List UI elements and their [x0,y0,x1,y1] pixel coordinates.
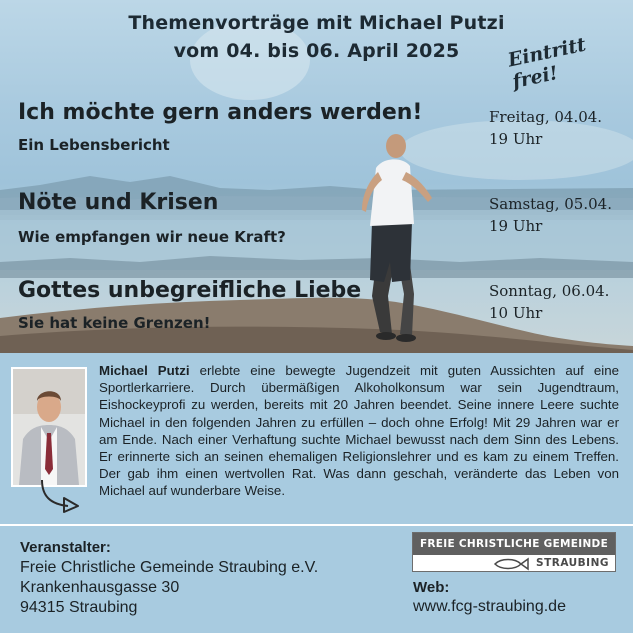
fish-icon [493,557,529,571]
header-dates: vom 04. bis 06. April 2025 [173,40,460,62]
organizer-city: 94315 Straubing [20,599,138,616]
talk-2-day: Samstag, 05.04. [489,195,612,213]
bio-text [99,362,619,500]
talk-1-title: Ich möchte gern anders werden! [18,100,423,125]
web-label: Web: [413,579,450,596]
bio-name: Michael Putzi [99,363,190,378]
organizer-label: Veranstalter: [20,539,111,556]
curved-arrow-icon [38,476,88,516]
organizer-street: Krankenhausgasse 30 [20,579,180,596]
talk-2-date [489,193,612,237]
fcg-logo [412,532,616,572]
talk-2-time: 19 Uhr [489,217,543,235]
talk-1-subtitle: Ein Lebensbericht [18,136,170,154]
talk-3-day: Sonntag, 06.04. [489,282,610,300]
talk-3-time: 10 Uhr [489,304,543,322]
talk-2-subtitle: Wie empfangen wir neue Kraft? [18,228,286,246]
header-title: Themenvorträge mit Michael Putzi [128,12,505,34]
talk-3-date [489,280,609,324]
bio-body: erlebte eine bewegte Jugendzeit mit guten Aussichten auf eine Sportlerkarriere. Durch übermäßigen Alkoholkonsum war sein Jugendtraum, Eishockeyprofi zu werden, bereits mit 20 Jahren beendet. Seine innere Leere suchte Michael in den folgenden Jahren zu erfüllen – doch ohne Erfolg! Mit 29 Jahren war er am Ende. Nach einer Verhaftung suchte Michael bewusst nach dem Sinn des Lebens. Er erinnerte sich an seinen ehemaligen Religionslehrer und es kam zu einem Treffen. Der gab ihm einen wertvollen Rat. Was dann geschah, veränderte das Leben von Michael auf wunderbare Weise. [99,363,619,499]
web-link[interactable]: www.fcg-straubing.de [413,598,566,615]
talk-1-date [489,106,602,150]
talk-1-day: Freitag, 04.04. [489,108,603,126]
talk-3-title: Gottes unbegreifliche Liebe [18,278,362,303]
free-entry-badge: Eintritt frei! [506,33,588,94]
logo-bottom-text: STRAUBING [536,557,609,569]
talk-1-time: 19 Uhr [489,130,543,148]
speaker-photo [11,367,87,487]
logo-top-text: FREIE CHRISTLICHE GEMEINDE [413,533,615,555]
organizer-name: Freie Christliche Gemeinde Straubing e.V. [20,559,319,576]
talk-2-title: Nöte und Krisen [18,190,219,215]
talk-3-subtitle: Sie hat keine Grenzen! [18,314,211,332]
